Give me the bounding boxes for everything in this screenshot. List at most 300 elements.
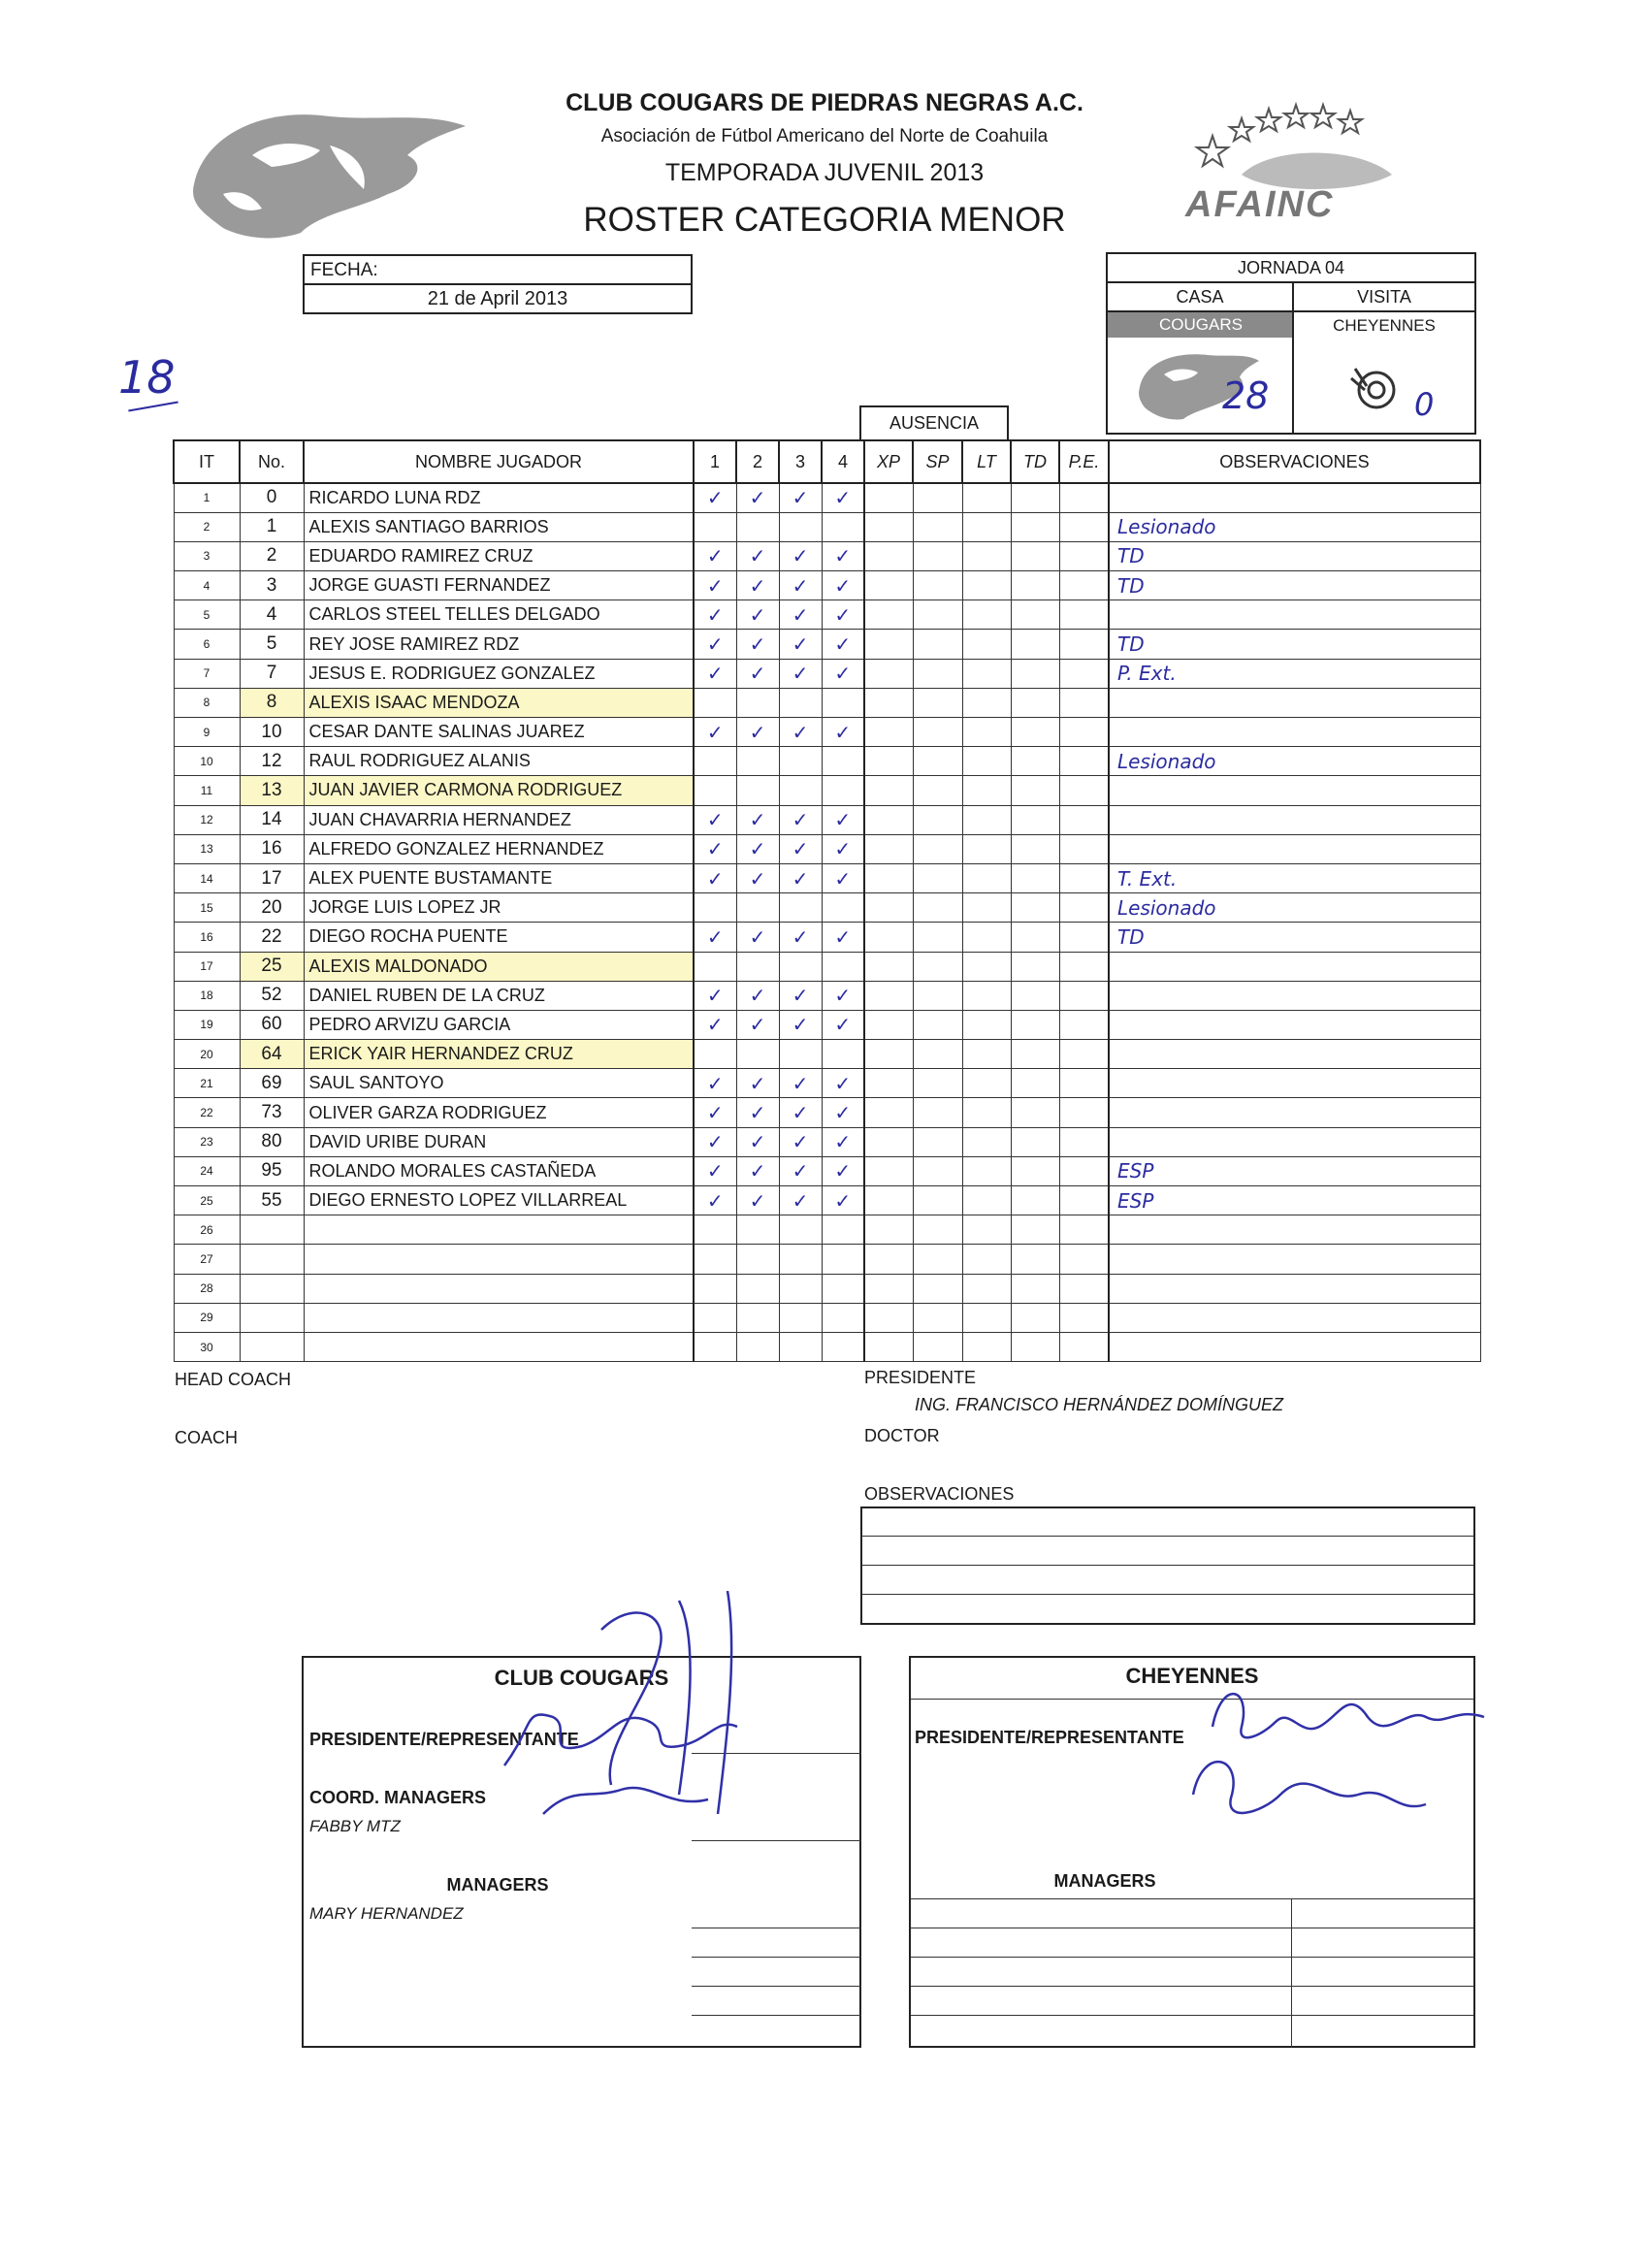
col-header-xp: XP — [864, 440, 913, 483]
row-observaciones — [1109, 1098, 1480, 1127]
row-quarter-1 — [694, 747, 736, 776]
row-player-name: ALFREDO GONZALEZ HERNANDEZ — [304, 834, 694, 863]
table-row — [174, 1127, 1480, 1156]
visita-score: 0 — [1414, 386, 1435, 423]
row-quarter-1: ✓ — [694, 805, 736, 834]
row-pe — [1059, 1274, 1109, 1303]
row-observaciones — [1109, 805, 1480, 834]
row-it: 12 — [174, 805, 240, 834]
row-player-name: DAVID URIBE DURAN — [304, 1127, 694, 1156]
table-row — [174, 1098, 1480, 1127]
row-td — [1011, 923, 1059, 952]
row-pe — [1059, 981, 1109, 1010]
row-it: 17 — [174, 952, 240, 981]
row-quarter-4: ✓ — [822, 1098, 864, 1127]
row-quarter-1: ✓ — [694, 863, 736, 892]
jornada-box — [1106, 252, 1476, 435]
table-row — [174, 1274, 1480, 1303]
row-lt — [962, 718, 1011, 747]
row-quarter-3 — [779, 1274, 822, 1303]
row-sp — [913, 688, 962, 717]
row-it: 28 — [174, 1274, 240, 1303]
row-xp — [864, 659, 913, 688]
row-quarter-2: ✓ — [736, 659, 779, 688]
row-td — [1011, 512, 1059, 541]
row-number: 25 — [240, 952, 304, 981]
row-quarter-2: ✓ — [736, 923, 779, 952]
row-quarter-1: ✓ — [694, 1010, 736, 1039]
row-observaciones — [1109, 1127, 1480, 1156]
row-quarter-2: ✓ — [736, 981, 779, 1010]
row-sp — [913, 1069, 962, 1098]
row-td — [1011, 1156, 1059, 1185]
row-player-name — [304, 1215, 694, 1245]
afa-logo-text: AFAINC — [1185, 184, 1335, 225]
row-lt — [962, 776, 1011, 805]
row-xp — [864, 571, 913, 600]
row-quarter-4: ✓ — [822, 659, 864, 688]
row-td — [1011, 834, 1059, 863]
row-quarter-4 — [822, 952, 864, 981]
row-td — [1011, 600, 1059, 630]
row-number: 10 — [240, 718, 304, 747]
row-sp — [913, 747, 962, 776]
table-row — [174, 981, 1480, 1010]
table-row — [174, 1332, 1480, 1361]
row-quarter-1: ✓ — [694, 483, 736, 512]
row-it: 15 — [174, 893, 240, 923]
row-player-name: ROLANDO MORALES CASTAÑEDA — [304, 1156, 694, 1185]
row-quarter-2 — [736, 893, 779, 923]
row-observaciones — [1109, 600, 1480, 630]
row-pe — [1059, 1127, 1109, 1156]
row-observaciones — [1109, 1010, 1480, 1039]
row-quarter-2 — [736, 1332, 779, 1361]
row-quarter-1 — [694, 952, 736, 981]
row-it: 24 — [174, 1156, 240, 1185]
row-td — [1011, 571, 1059, 600]
row-quarter-1: ✓ — [694, 718, 736, 747]
row-sp — [913, 630, 962, 659]
row-xp — [864, 776, 913, 805]
cheyennes-sign-line — [911, 2015, 1473, 2016]
row-it: 1 — [174, 483, 240, 512]
row-xp — [864, 1303, 913, 1332]
club-title: CLUB COUGARS DE PIEDRAS NEGRAS A.C. — [566, 89, 1083, 116]
row-it: 4 — [174, 571, 240, 600]
row-quarter-2 — [736, 1245, 779, 1274]
table-row — [174, 1303, 1480, 1332]
row-quarter-1: ✓ — [694, 834, 736, 863]
row-quarter-1 — [694, 776, 736, 805]
table-row — [174, 952, 1480, 981]
row-xp — [864, 512, 913, 541]
obs-line — [862, 1565, 1473, 1566]
row-lt — [962, 805, 1011, 834]
row-observaciones: P. Ext. — [1109, 659, 1480, 688]
cheyennes-sign-line — [911, 1986, 1473, 1987]
fecha-label: FECHA: — [305, 256, 691, 285]
row-observaciones — [1109, 1332, 1480, 1361]
row-it: 8 — [174, 688, 240, 717]
row-it: 14 — [174, 863, 240, 892]
row-observaciones: Lesionado — [1109, 512, 1480, 541]
row-quarter-2: ✓ — [736, 1098, 779, 1127]
row-td — [1011, 1274, 1059, 1303]
row-observaciones — [1109, 1040, 1480, 1069]
table-row — [174, 893, 1480, 923]
row-quarter-1: ✓ — [694, 1127, 736, 1156]
row-sp — [913, 1215, 962, 1245]
row-number: 73 — [240, 1098, 304, 1127]
row-lt — [962, 1274, 1011, 1303]
row-quarter-1: ✓ — [694, 1156, 736, 1185]
row-number — [240, 1332, 304, 1361]
cheyennes-managers-label: MANAGERS — [1053, 1871, 1156, 1891]
doctor-label: DOCTOR — [864, 1426, 940, 1445]
row-number: 0 — [240, 483, 304, 512]
roster-body — [174, 483, 1480, 1362]
table-row — [174, 512, 1480, 541]
visita-cheyennes-icon — [1345, 359, 1404, 417]
row-it: 3 — [174, 541, 240, 570]
row-number — [240, 1215, 304, 1245]
row-it: 23 — [174, 1127, 240, 1156]
table-row — [174, 600, 1480, 630]
col-header-it: IT — [174, 440, 240, 483]
row-quarter-3 — [779, 512, 822, 541]
observaciones-box[interactable] — [860, 1507, 1475, 1625]
row-pe — [1059, 834, 1109, 863]
row-it: 20 — [174, 1040, 240, 1069]
row-number: 17 — [240, 863, 304, 892]
row-quarter-3 — [779, 893, 822, 923]
row-quarter-2 — [736, 512, 779, 541]
row-lt — [962, 834, 1011, 863]
row-pe — [1059, 923, 1109, 952]
row-pe — [1059, 776, 1109, 805]
row-number: 4 — [240, 600, 304, 630]
row-sp — [913, 1274, 962, 1303]
row-lt — [962, 1127, 1011, 1156]
cheyennes-signature — [1183, 1649, 1494, 1843]
row-lt — [962, 541, 1011, 570]
row-lt — [962, 893, 1011, 923]
row-lt — [962, 630, 1011, 659]
row-it: 19 — [174, 1010, 240, 1039]
row-xp — [864, 1156, 913, 1185]
table-row — [174, 1245, 1480, 1274]
row-quarter-3 — [779, 952, 822, 981]
row-xp — [864, 952, 913, 981]
row-quarter-2: ✓ — [736, 1156, 779, 1185]
row-it: 2 — [174, 512, 240, 541]
row-quarter-1 — [694, 1274, 736, 1303]
row-xp — [864, 1040, 913, 1069]
row-quarter-4: ✓ — [822, 1156, 864, 1185]
row-pe — [1059, 1215, 1109, 1245]
row-quarter-2: ✓ — [736, 718, 779, 747]
row-td — [1011, 1303, 1059, 1332]
row-quarter-4: ✓ — [822, 834, 864, 863]
row-player-name: PEDRO ARVIZU GARCIA — [304, 1010, 694, 1039]
row-xp — [864, 483, 913, 512]
row-observaciones — [1109, 1274, 1480, 1303]
row-sp — [913, 923, 962, 952]
row-xp — [864, 1127, 913, 1156]
row-td — [1011, 747, 1059, 776]
row-quarter-2: ✓ — [736, 834, 779, 863]
row-quarter-3: ✓ — [779, 863, 822, 892]
row-quarter-4 — [822, 747, 864, 776]
row-it: 18 — [174, 981, 240, 1010]
table-row — [174, 805, 1480, 834]
row-quarter-2 — [736, 1040, 779, 1069]
row-it: 11 — [174, 776, 240, 805]
row-td — [1011, 1245, 1059, 1274]
col-header-q3: 3 — [779, 440, 822, 483]
row-quarter-2: ✓ — [736, 600, 779, 630]
row-number: 7 — [240, 659, 304, 688]
row-xp — [864, 600, 913, 630]
row-pe — [1059, 863, 1109, 892]
row-quarter-2 — [736, 952, 779, 981]
row-quarter-2 — [736, 1303, 779, 1332]
row-quarter-3: ✓ — [779, 834, 822, 863]
row-lt — [962, 1040, 1011, 1069]
table-row — [174, 747, 1480, 776]
row-player-name: ALEXIS SANTIAGO BARRIOS — [304, 512, 694, 541]
row-it: 16 — [174, 923, 240, 952]
row-xp — [864, 981, 913, 1010]
row-quarter-2: ✓ — [736, 863, 779, 892]
row-player-name: SAUL SANTOYO — [304, 1069, 694, 1098]
row-pe — [1059, 1303, 1109, 1332]
row-pe — [1059, 483, 1109, 512]
row-quarter-4: ✓ — [822, 1186, 864, 1215]
row-number: 55 — [240, 1186, 304, 1215]
row-pe — [1059, 688, 1109, 717]
row-quarter-1 — [694, 893, 736, 923]
row-quarter-4 — [822, 1245, 864, 1274]
col-header-sp: SP — [913, 440, 962, 483]
cougars-sign-line — [692, 1957, 861, 1958]
row-quarter-2 — [736, 747, 779, 776]
row-sp — [913, 718, 962, 747]
row-number: 2 — [240, 541, 304, 570]
observaciones-label: OBSERVACIONES — [864, 1484, 1015, 1504]
row-quarter-3: ✓ — [779, 659, 822, 688]
row-pe — [1059, 718, 1109, 747]
handwritten-count: 18 — [118, 351, 176, 404]
row-quarter-3: ✓ — [779, 1010, 822, 1039]
casa-label: CASA — [1108, 283, 1294, 312]
row-quarter-4 — [822, 1303, 864, 1332]
row-quarter-4: ✓ — [822, 981, 864, 1010]
row-player-name — [304, 1274, 694, 1303]
table-row — [174, 1186, 1480, 1215]
row-td — [1011, 1332, 1059, 1361]
obs-line — [862, 1536, 1473, 1537]
row-number: 52 — [240, 981, 304, 1010]
row-quarter-1: ✓ — [694, 1069, 736, 1098]
fecha-box — [303, 254, 693, 314]
row-quarter-4: ✓ — [822, 541, 864, 570]
row-quarter-2 — [736, 1274, 779, 1303]
table-row — [174, 659, 1480, 688]
table-row — [174, 923, 1480, 952]
coach-label: COACH — [175, 1428, 239, 1447]
row-td — [1011, 1215, 1059, 1245]
row-it: 10 — [174, 747, 240, 776]
row-quarter-3: ✓ — [779, 541, 822, 570]
row-pe — [1059, 1332, 1109, 1361]
row-xp — [864, 923, 913, 952]
row-number — [240, 1303, 304, 1332]
row-observaciones: TD — [1109, 541, 1480, 570]
row-number: 64 — [240, 1040, 304, 1069]
row-lt — [962, 512, 1011, 541]
row-player-name: CARLOS STEEL TELLES DELGADO — [304, 600, 694, 630]
col-header-pe: P.E. — [1059, 440, 1109, 483]
row-player-name: ALEXIS MALDONADO — [304, 952, 694, 981]
row-quarter-2: ✓ — [736, 1127, 779, 1156]
row-quarter-4: ✓ — [822, 630, 864, 659]
row-player-name: JORGE GUASTI FERNANDEZ — [304, 571, 694, 600]
row-xp — [864, 805, 913, 834]
row-lt — [962, 1332, 1011, 1361]
row-sp — [913, 952, 962, 981]
club-cougars-title: CLUB COUGARS — [494, 1666, 669, 1690]
col-header-name: NOMBRE JUGADOR — [304, 440, 694, 483]
table-row — [174, 1010, 1480, 1039]
row-quarter-1 — [694, 1040, 736, 1069]
row-pe — [1059, 1186, 1109, 1215]
cougars-sign-line — [692, 1986, 861, 1987]
row-quarter-1 — [694, 1332, 736, 1361]
row-td — [1011, 863, 1059, 892]
row-xp — [864, 834, 913, 863]
row-quarter-3 — [779, 776, 822, 805]
row-lt — [962, 747, 1011, 776]
row-quarter-2: ✓ — [736, 571, 779, 600]
table-row — [174, 834, 1480, 863]
row-pe — [1059, 600, 1109, 630]
row-sp — [913, 1245, 962, 1274]
row-observaciones — [1109, 834, 1480, 863]
table-row — [174, 571, 1480, 600]
cougars-managers-label: MANAGERS — [446, 1875, 549, 1895]
row-td — [1011, 776, 1059, 805]
col-header-lt: LT — [962, 440, 1011, 483]
row-quarter-1 — [694, 1303, 736, 1332]
row-it: 21 — [174, 1069, 240, 1098]
row-lt — [962, 600, 1011, 630]
row-number: 14 — [240, 805, 304, 834]
col-header-no: No. — [240, 440, 304, 483]
cheyennes-title: CHEYENNES — [1125, 1664, 1259, 1688]
row-xp — [864, 863, 913, 892]
row-number: 22 — [240, 923, 304, 952]
casa-team: COUGARS — [1108, 312, 1294, 338]
cougars-presidente-label: PRESIDENTE/REPRESENTANTE — [309, 1730, 579, 1749]
obs-line — [862, 1594, 1473, 1595]
row-sp — [913, 483, 962, 512]
row-lt — [962, 483, 1011, 512]
row-td — [1011, 981, 1059, 1010]
row-quarter-3: ✓ — [779, 923, 822, 952]
row-quarter-3: ✓ — [779, 718, 822, 747]
row-quarter-3: ✓ — [779, 571, 822, 600]
row-quarter-3: ✓ — [779, 1127, 822, 1156]
row-observaciones — [1109, 952, 1480, 981]
row-observaciones — [1109, 718, 1480, 747]
row-lt — [962, 863, 1011, 892]
row-quarter-2: ✓ — [736, 1069, 779, 1098]
row-quarter-3: ✓ — [779, 805, 822, 834]
row-observaciones: TD — [1109, 630, 1480, 659]
table-row — [174, 718, 1480, 747]
row-player-name — [304, 1332, 694, 1361]
row-quarter-2: ✓ — [736, 1010, 779, 1039]
row-sp — [913, 1127, 962, 1156]
season-title: TEMPORADA JUVENIL 2013 — [664, 159, 985, 186]
row-lt — [962, 923, 1011, 952]
cheyennes-sign-line — [911, 1898, 1473, 1899]
row-quarter-1: ✓ — [694, 981, 736, 1010]
row-quarter-1 — [694, 512, 736, 541]
row-sp — [913, 1098, 962, 1127]
row-pe — [1059, 952, 1109, 981]
row-it: 7 — [174, 659, 240, 688]
row-number: 5 — [240, 630, 304, 659]
roster-header-row — [174, 440, 1480, 483]
row-td — [1011, 952, 1059, 981]
row-it: 13 — [174, 834, 240, 863]
row-number — [240, 1274, 304, 1303]
row-quarter-4: ✓ — [822, 571, 864, 600]
row-pe — [1059, 1069, 1109, 1098]
head-coach-label: HEAD COACH — [175, 1370, 292, 1389]
cheyennes-sign-line — [911, 1957, 1473, 1958]
row-lt — [962, 1245, 1011, 1274]
row-quarter-2 — [736, 688, 779, 717]
row-td — [1011, 1040, 1059, 1069]
col-header-q1: 1 — [694, 440, 736, 483]
row-quarter-4: ✓ — [822, 483, 864, 512]
row-it: 22 — [174, 1098, 240, 1127]
row-player-name: JORGE LUIS LOPEZ JR — [304, 893, 694, 923]
row-observaciones: TD — [1109, 571, 1480, 600]
row-sp — [913, 512, 962, 541]
row-sp — [913, 1040, 962, 1069]
row-number — [240, 1245, 304, 1274]
row-quarter-4 — [822, 1215, 864, 1245]
row-sp — [913, 541, 962, 570]
row-quarter-4: ✓ — [822, 600, 864, 630]
row-xp — [864, 747, 913, 776]
row-pe — [1059, 1010, 1109, 1039]
row-xp — [864, 1186, 913, 1215]
row-quarter-2 — [736, 776, 779, 805]
row-sp — [913, 893, 962, 923]
row-quarter-4 — [822, 512, 864, 541]
cougars-coord-label: COORD. MANAGERS — [309, 1788, 487, 1807]
casa-score: 28 — [1222, 374, 1270, 417]
row-player-name: ALEXIS ISAAC MENDOZA — [304, 688, 694, 717]
row-number: 69 — [240, 1069, 304, 1098]
row-xp — [864, 1098, 913, 1127]
